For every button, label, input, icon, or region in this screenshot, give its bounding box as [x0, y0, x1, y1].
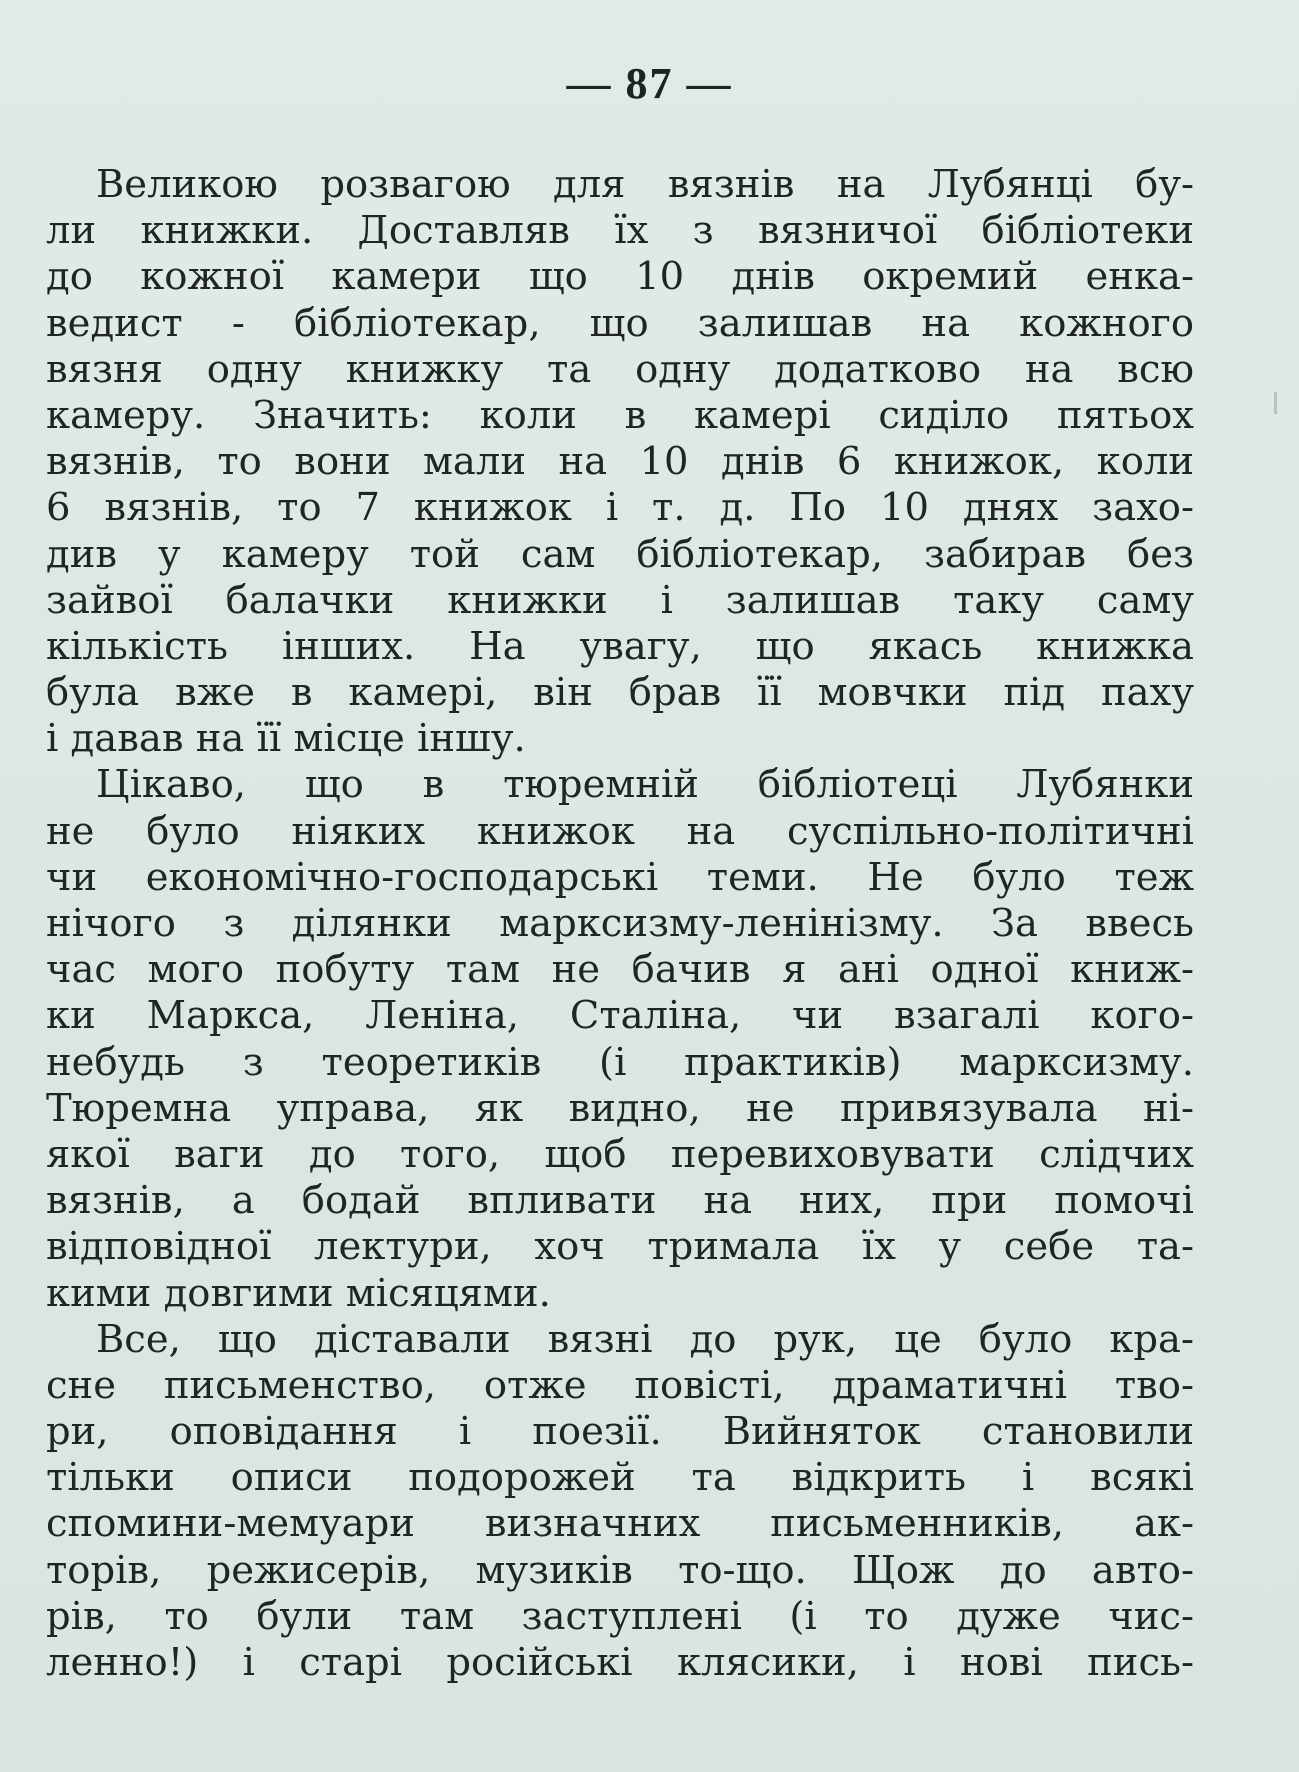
text-line: вязня одну книжку та одну додатково на всю — [46, 346, 1194, 392]
text-line: була вже в камері, він брав її мовчки під паху — [46, 670, 1194, 716]
text-line: до кожної камери що 10 днів окремий енка- — [46, 254, 1194, 300]
text-line: і давав на її місце іншу. — [46, 716, 526, 762]
text-line: Все, що діставали вязні до рук, це було кра- — [96, 1316, 1194, 1362]
paragraph — [46, 1317, 1194, 1687]
text-line: камеру. Значить: коли в камері сиділо пятьох — [46, 392, 1194, 438]
text-line: Тюремна управа, як видно, не привязувала ні- — [46, 1085, 1194, 1131]
text-line: вязнів, то вони мали на 10 днів 6 книжок, коли — [46, 439, 1194, 485]
text-line: Цікаво, що в тюремній бібліотеці Лубянки — [96, 762, 1194, 808]
text-line: спомини-мемуари визначних письменників, ак- — [46, 1501, 1194, 1547]
paragraph — [46, 762, 1194, 1316]
text-line: 6 вязнів, то 7 книжок і т. д. По 10 днях захо- — [46, 485, 1194, 531]
text-line: час мого побуту там не бачив я ані одної книж- — [46, 947, 1194, 993]
text-line: ли книжки. Доставляв їх з вязничої бібліотеки — [46, 208, 1194, 254]
text-line: торів, режисерів, музиків то-що. Щож до авто- — [46, 1547, 1194, 1593]
text-line: відповідної лектури, хоч тримала їх у себе та- — [46, 1224, 1194, 1270]
page-number: — 87 — — [566, 59, 733, 108]
text-line: кількість інших. На увагу, що якась книжка — [46, 623, 1194, 669]
text-line: сне письменство, отже повісті, драматичні тво- — [46, 1362, 1194, 1408]
text-line: тільки описи подорожей та відкрить і всякі — [46, 1455, 1194, 1501]
text-line: небудь з теоретиків (і практиків) марксизму. — [46, 1039, 1194, 1085]
text-line: якої ваги до того, щоб перевиховувати слідчих — [46, 1131, 1194, 1177]
text-line: ведист - бібліотекар, що залишав на кожного — [46, 300, 1194, 346]
text-line: зайвої балачки книжки і залишав таку саму — [46, 577, 1194, 623]
body-text — [46, 162, 1194, 1686]
text-line: рів, то були там заступлені (і то дуже чис- — [46, 1593, 1194, 1639]
text-line: кими довгими місяцями. — [46, 1270, 551, 1316]
text-line: Великою розвагою для вязнів на Лубянці бу- — [96, 162, 1194, 207]
text-line: нічого з ділянки марксизму-ленінізму. За ввесь — [46, 901, 1194, 946]
text-line: ленно!) і старі російські клясики, і нові пись- — [46, 1640, 1194, 1685]
paragraph — [46, 162, 1194, 762]
text-line: ки Маркса, Леніна, Сталіна, чи взагалі кого- — [46, 993, 1194, 1039]
text-line: ри, оповідання і поезії. Вийняток становили — [46, 1409, 1194, 1455]
text-line: чи економічно-господарські теми. Не було теж — [46, 854, 1194, 900]
text-line: вязнів, а бодай впливати на них, при помочі — [46, 1178, 1194, 1224]
text-line: див у камеру той сам бібліотекар, забирав без — [46, 531, 1194, 577]
margin-mark — [1274, 392, 1277, 414]
text-line: не було ніяких книжок на суспільно-політичні — [46, 808, 1194, 854]
